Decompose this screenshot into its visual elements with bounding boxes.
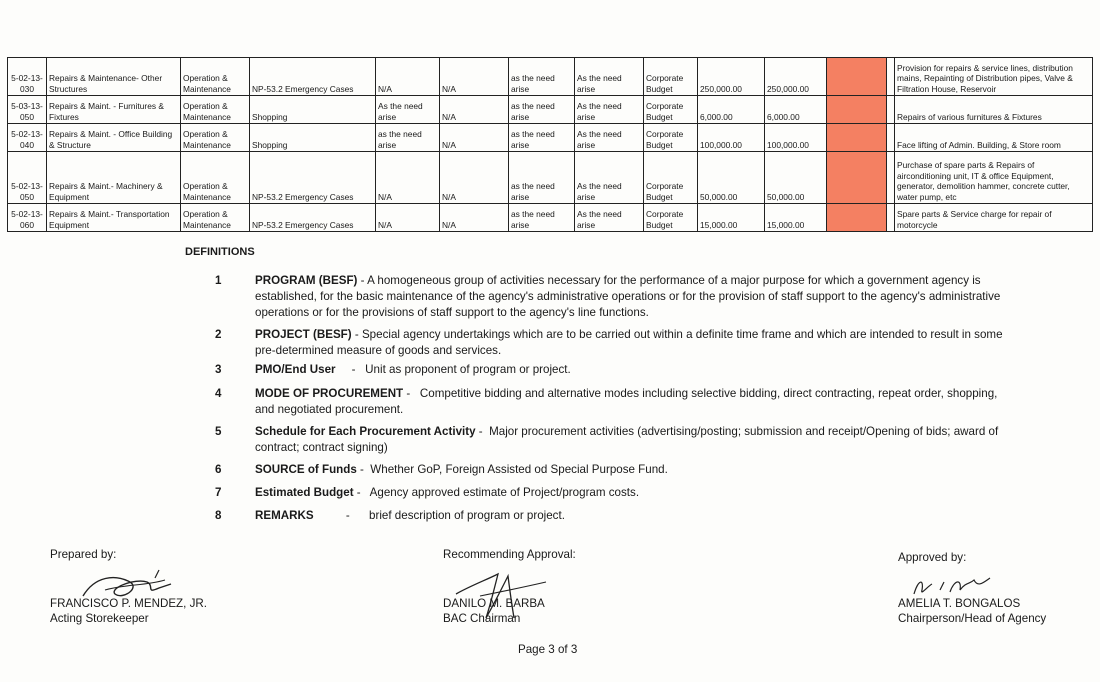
definition-number: 6 — [215, 463, 222, 476]
mooe-cell: 250,000.00 — [765, 58, 827, 96]
definition-body — [255, 273, 1015, 321]
table-row — [8, 58, 1093, 96]
item-cell: Repairs & Maint.- Transportation Equipment — [47, 204, 181, 232]
schedule-cell-2: N/A — [440, 96, 509, 124]
mooe-cell: 6,000.00 — [765, 96, 827, 124]
definition-number: 2 — [215, 328, 222, 341]
item-cell: Repairs & Maintenance- Other Structures — [47, 58, 181, 96]
schedule-cell-4: As the need arise — [575, 152, 644, 204]
definition-separator: - — [335, 363, 366, 376]
item-cell: Repairs & Maint. - Furnitures & Fixtures — [47, 96, 181, 124]
definition-term: Estimated Budget — [255, 486, 354, 499]
schedule-cell-4: As the need arise — [575, 124, 644, 152]
approved-by-label: Approved by: — [898, 551, 967, 564]
definition-text: Major procurement activities (advertising/posting; submission and receipt/Opening of bids; award of contract; contract signing) — [255, 425, 999, 454]
procurement-table — [7, 57, 1093, 232]
highlight-cell — [827, 204, 887, 232]
definition-number: 8 — [215, 509, 222, 522]
schedule-cell-1: As the need arise — [376, 96, 440, 124]
schedule-cell-3: as the need arise — [509, 58, 575, 96]
definition-number: 5 — [215, 425, 222, 438]
remarks-cell: Provision for repairs & service lines, distribution mains, Repainting of Distribution pipes, Valve & Filtration House, Reservoir — [895, 58, 1093, 96]
schedule-cell-2: N/A — [440, 58, 509, 96]
schedule-cell-4: As the need arise — [575, 96, 644, 124]
pmo-cell: Operation & Maintenance — [181, 152, 250, 204]
account-code-cell: 5-02-13- 050 — [8, 152, 47, 204]
definition-separator: - — [313, 509, 370, 522]
definitions-title: DEFINITIONS — [185, 246, 255, 258]
mooe-cell: 50,000.00 — [765, 152, 827, 204]
definition-term: PROJECT (BESF) — [255, 328, 352, 341]
item-cell: Repairs & Maint. - Office Building & Structure — [47, 124, 181, 152]
definition-number: 1 — [215, 274, 222, 287]
highlight-cell — [827, 96, 887, 124]
source-cell: Corporate Budget — [644, 152, 698, 204]
prepared-by-title: Acting Storekeeper — [50, 612, 149, 625]
remarks-cell: Purchase of spare parts & Repairs of airconditioning unit, IT & office Equipment, generator, demolition hammer, concrete cutter, water pump, etc — [895, 152, 1093, 204]
approved-by-name: AMELIA T. BONGALOS — [898, 597, 1021, 610]
definition-body — [255, 327, 1015, 359]
schedule-cell-2: N/A — [440, 152, 509, 204]
schedule-cell-3: as the need arise — [509, 204, 575, 232]
pmo-cell: Operation & Maintenance — [181, 58, 250, 96]
schedule-cell-3: as the need arise — [509, 124, 575, 152]
schedule-cell-4: As the need arise — [575, 58, 644, 96]
schedule-cell-3: as the need arise — [509, 152, 575, 204]
approved-by-block — [898, 596, 1046, 626]
table-body — [8, 58, 1093, 232]
source-cell: Corporate Budget — [644, 124, 698, 152]
narrow-cell — [887, 124, 895, 152]
account-code-cell: 5-02-13- 040 — [8, 124, 47, 152]
recommending-approval-title: BAC Chairman — [443, 612, 521, 625]
narrow-cell — [887, 58, 895, 96]
mooe-cell: 100,000.00 — [765, 124, 827, 152]
highlight-cell — [827, 124, 887, 152]
table-row — [8, 124, 1093, 152]
definition-separator: - — [351, 328, 362, 341]
prepared-by-block — [50, 596, 207, 626]
recommending-approval-name: DANILO M. BARBA — [443, 597, 545, 610]
account-code-cell: 5-02-13- 030 — [8, 58, 47, 96]
schedule-cell-2: N/A — [440, 204, 509, 232]
highlight-cell — [827, 58, 887, 96]
schedule-cell-4: As the need arise — [575, 204, 644, 232]
definition-body — [255, 485, 1015, 501]
definition-text: A homogeneous group of activities necessary for the performance of a major purpose for which a government agency is established, for the basic maintenance of the agency's administrative operations or for the provision of staff support to the agency's administrative operations or for the provisions of staff support to the agency's line functions. — [255, 274, 1001, 319]
definition-body — [255, 508, 1015, 524]
definition-separator: - — [353, 486, 370, 499]
source-cell: Corporate Budget — [644, 96, 698, 124]
mooe-cell: 15,000.00 — [765, 204, 827, 232]
highlight-cell — [827, 152, 887, 204]
definition-number: 4 — [215, 387, 222, 400]
definition-text: Agency approved estimate of Project/program costs. — [369, 486, 640, 499]
pmo-cell: Operation & Maintenance — [181, 96, 250, 124]
definition-body — [255, 362, 1015, 378]
definition-number: 7 — [215, 486, 222, 499]
table-row — [8, 204, 1093, 232]
account-code-cell: 5-03-13- 050 — [8, 96, 47, 124]
definition-number: 3 — [215, 363, 222, 376]
schedule-cell-1: as the need arise — [376, 124, 440, 152]
schedule-cell-2: N/A — [440, 124, 509, 152]
definition-body — [255, 424, 1015, 456]
approved-by-title: Chairperson/Head of Agency — [898, 612, 1047, 625]
definition-term: MODE OF PROCUREMENT — [255, 387, 404, 400]
total-cell: 6,000.00 — [698, 96, 765, 124]
definition-term: PMO/End User — [255, 363, 336, 376]
definition-text: Unit as proponent of program or project. — [365, 363, 571, 376]
definition-text: Special agency undertakings which are to be carried out within a definite time frame and which are intended to result in some pre-determined measure of goods and services. — [255, 328, 1003, 357]
source-cell: Corporate Budget — [644, 204, 698, 232]
mode-cell: NP-53.2 Emergency Cases — [250, 58, 376, 96]
definition-text: Competitive bidding and alternative modes including selective bidding, direct contracting, repeat order, shopping, and negotiated procurement. — [255, 387, 998, 416]
narrow-cell — [887, 204, 895, 232]
definition-body — [255, 462, 1015, 478]
pmo-cell: Operation & Maintenance — [181, 124, 250, 152]
narrow-cell — [887, 152, 895, 204]
pmo-cell: Operation & Maintenance — [181, 204, 250, 232]
table-row — [8, 96, 1093, 124]
total-cell: 250,000.00 — [698, 58, 765, 96]
total-cell: 15,000.00 — [698, 204, 765, 232]
schedule-cell-1: N/A — [376, 204, 440, 232]
item-cell: Repairs & Maint.- Machinery & Equipment — [47, 152, 181, 204]
prepared-by-name: FRANCISCO P. MENDEZ, JR. — [50, 597, 207, 610]
source-cell: Corporate Budget — [644, 58, 698, 96]
mode-cell: NP-53.2 Emergency Cases — [250, 204, 376, 232]
definition-separator: - — [475, 425, 490, 438]
remarks-cell: Spare parts & Service charge for repair of motorcycle — [895, 204, 1093, 232]
definition-term: REMARKS — [255, 509, 314, 522]
definition-term: Schedule for Each Procurement Activity — [255, 425, 476, 438]
prepared-by-label: Prepared by: — [50, 548, 117, 561]
definition-separator: - — [357, 274, 368, 287]
remarks-cell: Face lifting of Admin. Building, & Store room — [895, 124, 1093, 152]
definition-term: SOURCE of Funds — [255, 463, 357, 476]
remarks-cell: Repairs of various furnitures & Fixtures — [895, 96, 1093, 124]
mode-cell: Shopping — [250, 124, 376, 152]
definition-text: brief description of program or project. — [369, 509, 565, 522]
total-cell: 50,000.00 — [698, 152, 765, 204]
page-number: Page 3 of 3 — [518, 643, 578, 656]
definition-text: Whether GoP, Foreign Assisted od Special Purpose Fund. — [370, 463, 668, 476]
recommending-approval-label: Recommending Approval: — [443, 548, 576, 561]
table-row — [8, 152, 1093, 204]
definition-body — [255, 386, 1015, 418]
schedule-cell-1: N/A — [376, 152, 440, 204]
schedule-cell-1: N/A — [376, 58, 440, 96]
recommending-approval-block — [443, 596, 545, 626]
total-cell: 100,000.00 — [698, 124, 765, 152]
schedule-cell-3: as the need arise — [509, 96, 575, 124]
definition-separator: - — [356, 463, 371, 476]
narrow-cell — [887, 96, 895, 124]
mode-cell: NP-53.2 Emergency Cases — [250, 152, 376, 204]
mode-cell: Shopping — [250, 96, 376, 124]
account-code-cell: 5-02-13- 060 — [8, 204, 47, 232]
definition-term: PROGRAM (BESF) — [255, 274, 358, 287]
definition-separator: - — [403, 387, 420, 400]
